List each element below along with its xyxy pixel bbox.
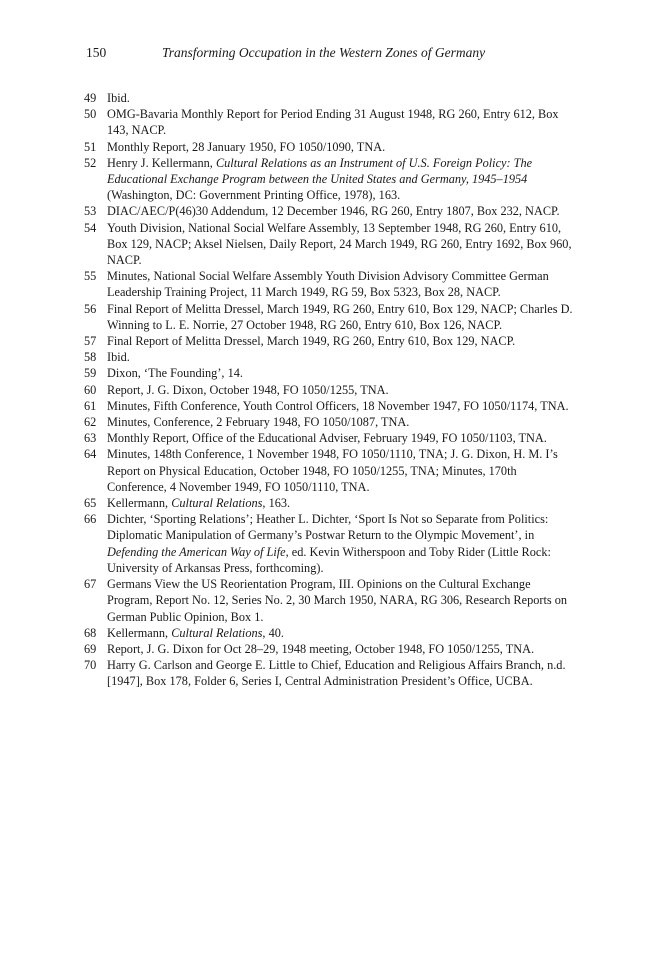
endnote-number: 60: [84, 382, 97, 397]
endnote-number: 57: [84, 334, 97, 349]
endnote: [84, 495, 574, 511]
endnote-title-italic: Cultural Relations: [171, 496, 263, 511]
endnote-number: 53: [84, 204, 97, 219]
endnote: [84, 446, 574, 495]
endnote-text-segment: Monthly Report, Office of the Educational Adviser, February 1949, FO 1050/1103, TNA.: [107, 431, 547, 446]
endnote-text-segment: , ed. Kevin Witherspoon and Toby Rider (Little Rock: University of Arkansas Press, forthcoming).: [107, 544, 551, 575]
endnote-text-segment: Harry G. Carlson and George E. Little to Chief, Education and Religious Affairs Branch, n.d. [1947], Box 178, Folder 6, Series I, Central Administration President’s Office, UCBA.: [107, 658, 566, 689]
endnote: [84, 382, 574, 398]
endnote-number: 69: [84, 641, 97, 656]
endnote: [84, 576, 574, 625]
endnote: [84, 625, 574, 641]
endnote-text: [107, 302, 573, 332]
endnote-title-italic: Cultural Relations as an Instrument of U.S. Foreign Policy: The Educational Exchange Program between the United States and Germany, 1945–1954: [107, 155, 533, 187]
endnote-number: 52: [84, 155, 97, 170]
endnote-text-segment: Dixon, ‘The Founding’, 14.: [107, 366, 243, 381]
endnote-text: [107, 658, 566, 688]
endnote-text-segment: OMG-Bavaria Monthly Report for Period Ending 31 August 1948, RG 260, Entry 612, Box 143, NACP.: [107, 107, 559, 138]
endnote-number: 65: [84, 496, 97, 511]
endnote-number: 50: [84, 107, 97, 122]
endnote-text-segment: Minutes, Conference, 2 February 1948, FO 1050/1087, TNA.: [107, 415, 410, 430]
endnote-text: [107, 269, 549, 299]
endnote: [84, 301, 574, 333]
endnote: [84, 398, 574, 414]
endnote-text-segment: Kellermann,: [107, 496, 172, 511]
endnote-text-segment: Henry J. Kellermann,: [107, 155, 216, 170]
endnote-text: [107, 334, 515, 348]
endnote-text: [107, 366, 243, 380]
endnote: [84, 349, 574, 365]
endnote-text: [107, 399, 569, 413]
endnote-text-segment: , 40.: [262, 625, 284, 640]
endnote: [84, 90, 574, 106]
endnote-text-segment: , 163.: [262, 496, 291, 511]
endnote-text-segment: Report, J. G. Dixon, October 1948, FO 1050/1255, TNA.: [107, 382, 389, 397]
endnote-text: [107, 577, 567, 623]
endnote: [84, 430, 574, 446]
endnote: [84, 657, 574, 689]
endnote-number: 66: [84, 512, 97, 527]
endnote-text-segment: DIAC/AEC/P(46)30 Addendum, 12 December 1946, RG 260, Entry 1807, Box 232, NACP.: [107, 204, 560, 219]
endnote: [84, 203, 574, 219]
endnote-text-segment: Ibid.: [107, 350, 130, 365]
endnote-number: 56: [84, 301, 97, 316]
endnote: [84, 155, 574, 204]
endnote-text: [107, 107, 559, 137]
endnote-text-segment: Ibid.: [107, 91, 130, 105]
endnote-number: 55: [84, 269, 97, 284]
endnote-text: [107, 431, 547, 445]
endnote: [84, 641, 574, 657]
endnote-number: 67: [84, 577, 97, 592]
endnote-text-segment: Dichter, ‘Sporting Relations’; Heather L. Dichter, ‘Sport Is Not so Separate from Politics: Diplomatic Manipulation of Germany’s Postwar Return to the Olympic Movement’, in: [107, 512, 549, 543]
endnote-text: [107, 415, 409, 429]
endnote-text: [107, 91, 130, 105]
endnote-number: 51: [84, 139, 97, 154]
endnote-number: 54: [84, 220, 97, 235]
endnote-number: 70: [84, 658, 97, 673]
endnote: [84, 220, 574, 269]
endnote: [84, 365, 574, 381]
endnote-number: 61: [84, 398, 97, 413]
endnote-text-segment: Youth Division, National Social Welfare Assembly, 13 September 1948, RG 260, Entry 610, Box 129, NACP; Aksel Nielsen, Daily Report, 24 March 1949, RG 260, Entry 1692, Box 960, NACP.: [107, 220, 572, 268]
endnote: [84, 333, 574, 349]
page-number: 150: [86, 45, 107, 60]
endnote-number: 49: [84, 91, 97, 105]
endnote-text: [107, 626, 284, 640]
endnote: [84, 139, 574, 155]
endnote-text: [107, 512, 551, 575]
endnote-number: 63: [84, 431, 97, 446]
endnote-number: 62: [84, 415, 97, 430]
endnote-text-segment: Final Report of Melitta Dressel, March 1949, RG 260, Entry 610, Box 129, NACP.: [107, 334, 516, 349]
endnote: [84, 414, 574, 430]
endnote-number: 58: [84, 350, 97, 365]
endnote-text: [107, 447, 558, 493]
endnote-number: 64: [84, 447, 97, 462]
endnote-text-segment: Final Report of Melitta Dressel, March 1949, RG 260, Entry 610, Box 129, NACP; Charles D. Winning to L. E. Norrie, 27 October 1948, RG 260, Entry 610, Box 126, NACP.: [107, 301, 573, 332]
endnote-text: [107, 642, 534, 656]
endnote-title-italic: Defending the American Way of Life: [107, 544, 286, 559]
endnote-text: [107, 204, 560, 218]
endnote-number: 59: [84, 366, 97, 381]
running-title: Transforming Occupation in the Western Zones of Germany: [162, 45, 486, 60]
endnote: [84, 268, 574, 300]
endnote-text: [107, 140, 385, 154]
endnote-text-segment: Minutes, 148th Conference, 1 November 1948, FO 1050/1110, TNA; J. G. Dixon, H. M. I’s Report on Physical Education, October 1948, FO 1050/1255, TNA; Minutes, 170th Conference, 4 November 1949, FO 1050/1110, TNA.: [107, 447, 558, 494]
endnote-text-segment: Monthly Report, 28 January 1950, FO 1050/1090, TNA.: [107, 139, 386, 154]
endnote-text: [107, 156, 532, 202]
endnote-text-segment: Minutes, National Social Welfare Assembly Youth Division Advisory Committee German Leadership Training Project, 11 March 1949, RG 59, Box 5323, Box 28, NACP.: [107, 269, 549, 300]
endnote-text-segment: Kellermann,: [107, 625, 172, 640]
endnote-text-segment: Minutes, Fifth Conference, Youth Control Officers, 18 November 1947, FO 1050/1174, TNA.: [107, 398, 569, 413]
endnote-text-segment: Germans View the US Reorientation Program, III. Opinions on the Cultural Exchange Program, Report No. 12, Series No. 2, 30 March 1950, NARA, RG 306, Research Reports on German Public Opinion, Box 1.: [107, 577, 568, 624]
endnotes-list: [84, 90, 574, 690]
endnote: [84, 106, 574, 138]
endnote-text: [107, 383, 389, 397]
endnote-text-segment: (Washington, DC: Government Printing Office, 1978), 163.: [107, 188, 401, 203]
endnote-text-segment: Report, J. G. Dixon for Oct 28–29, 1948 meeting, October 1948, FO 1050/1255, TNA.: [107, 641, 535, 656]
endnote-number: 68: [84, 625, 97, 640]
endnote-text: [107, 350, 130, 364]
endnote-title-italic: Cultural Relations: [171, 625, 263, 640]
endnote-text: [107, 496, 290, 510]
endnote-text: [107, 221, 572, 267]
endnote: [84, 511, 574, 576]
